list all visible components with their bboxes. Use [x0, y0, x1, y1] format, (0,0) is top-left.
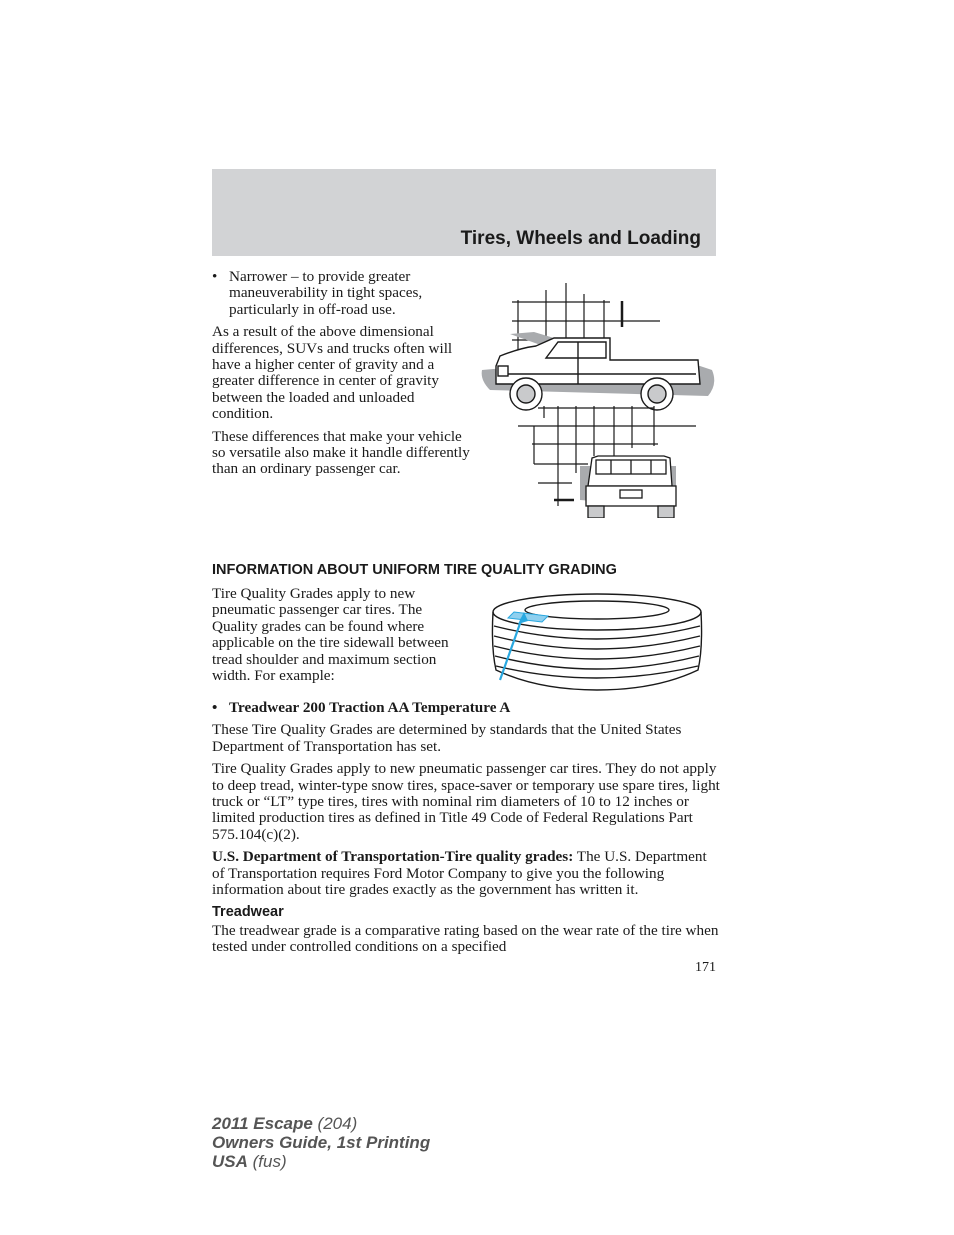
- footer-model: 2011 Escape: [212, 1114, 313, 1133]
- treadwear-heading: Treadwear: [212, 904, 284, 921]
- treadwear-paragraph: The treadwear grade is a comparative rating based on the wear rate of the tire when tested under controlled conditions on a specified: [212, 921, 719, 956]
- section-title: Tires, Wheels and Loading: [460, 228, 701, 249]
- footer-line-3: [212, 1152, 430, 1171]
- example-grade-bullet: • Treadwear 200 Traction AA Temperature A: [212, 700, 720, 716]
- page-number: 171: [695, 960, 716, 975]
- footer-region: USA: [212, 1152, 248, 1171]
- intro-paragraph-2: These differences that make your vehicle so versatile also make it handle differently than an ordinary passenger car.: [212, 427, 470, 478]
- footer-model-code: (204): [312, 1114, 358, 1133]
- grades-standard-paragraph: These Tire Quality Grades are determined by standards that the United States Department of Transportation has set.: [212, 721, 682, 755]
- section-header-band: [212, 169, 716, 256]
- footer-line-1: [212, 1114, 430, 1133]
- pickup-truck-diagram: [476, 278, 720, 518]
- intro-bullet: • Narrower – to provide greater maneuverability in tight spaces, particularly in off-road use.: [212, 269, 470, 318]
- tire-intro-column: [212, 586, 462, 690]
- document-footer: [212, 1114, 430, 1171]
- footer-region-code: (fus): [247, 1152, 287, 1171]
- intro-paragraph-1: As a result of the above dimensional differences, SUVs and trucks often will have a higher center of gravity and a greater difference in center of gravity between the loaded and unloaded condition.: [212, 323, 453, 423]
- tire-sidewall-icon: [488, 590, 708, 692]
- tire-intro-paragraph: Tire Quality Grades apply to new pneumatic passenger car tires. The Quality grades can be found where applicable on the tire sidewall between tread shoulder and maximum section width. For example:: [212, 585, 449, 685]
- grades-applicability-paragraph: Tire Quality Grades apply to new pneumatic passenger car tires. They do not apply to deep tread, winter-type snow tires, space-saver or temporary use spare tires, light truck or “LT” type tires, tires with nominal rim diameters of 10 to 12 inches or limited production tires as defined in Title 49 Code of Federal Regulations Part 575.104(c)(2).: [212, 760, 720, 843]
- dot-label: U.S. Department of Transportation-Tire quality grades:: [212, 848, 574, 866]
- dot-paragraph: [212, 849, 720, 898]
- tire-grading-heading: INFORMATION ABOUT UNIFORM TIRE QUALITY GRADING: [212, 562, 617, 578]
- footer-edition: Owners Guide, 1st Printing: [212, 1133, 431, 1152]
- tire-grading-body: [212, 700, 720, 962]
- dot-text: The U.S. Department of Transportation requires Ford Motor Company to give you the following information about tire grades exactly as the government has written it.: [212, 848, 707, 899]
- footer-line-2: [212, 1133, 430, 1152]
- intro-column: [212, 269, 470, 484]
